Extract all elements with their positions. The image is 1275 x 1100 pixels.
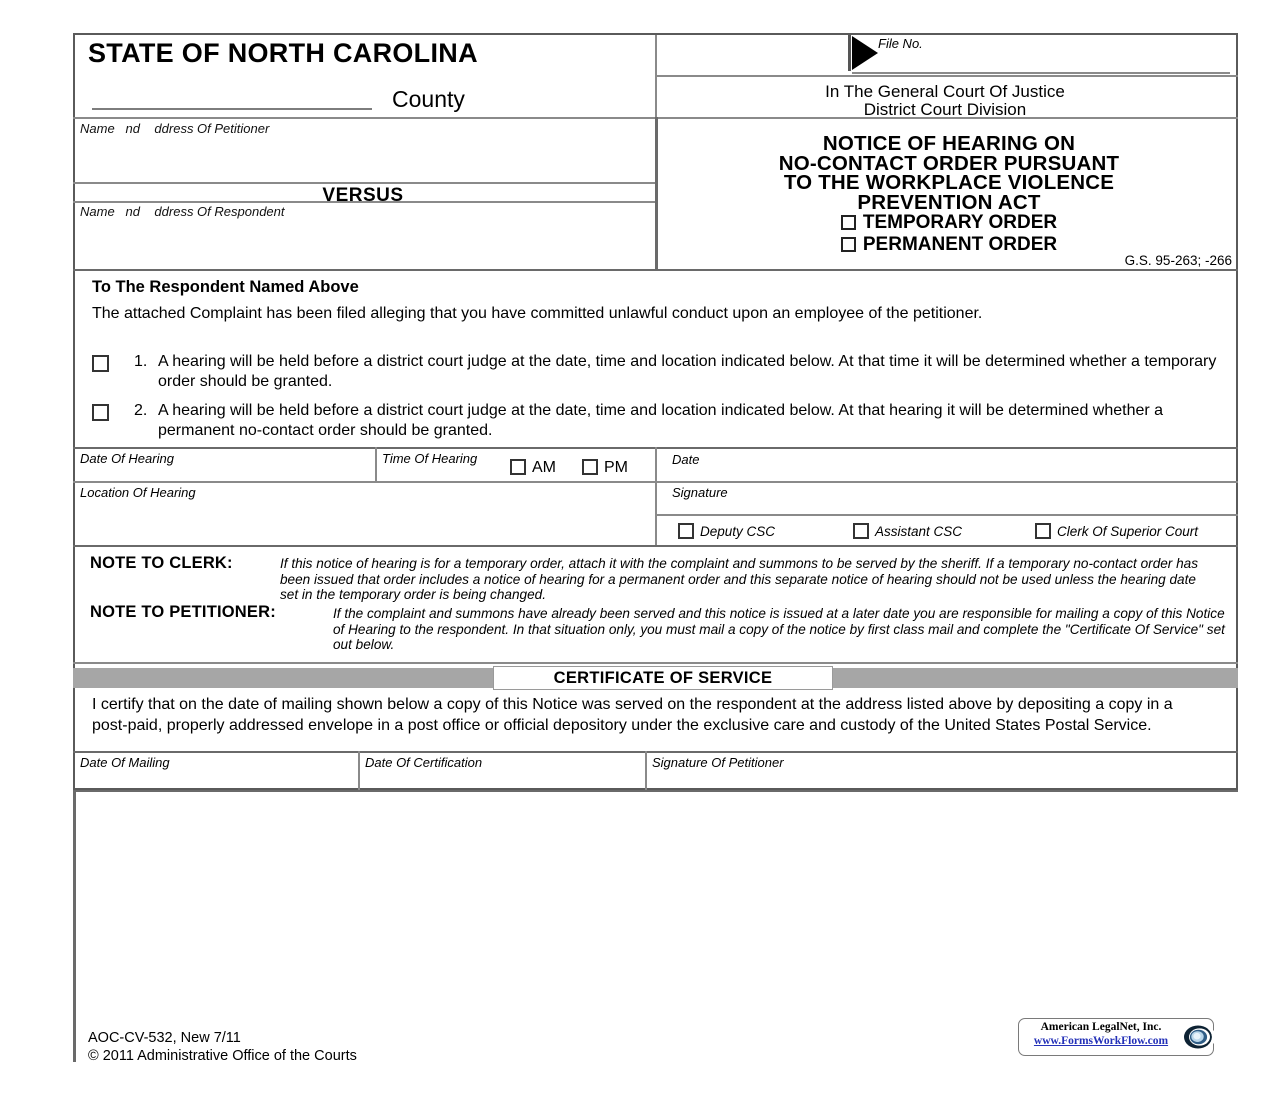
assistant-csc-checkbox-row[interactable]: [853, 523, 962, 539]
file-no-triangle-icon: [852, 36, 878, 70]
signature-label: Signature: [672, 485, 728, 500]
clerk-of-superior-court-label: Clerk Of Superior Court: [1057, 524, 1199, 539]
document-title-line-2: NO-CONTACT ORDER PURSUANT: [778, 151, 1120, 175]
versus-label: VERSUS: [322, 185, 404, 206]
party-title-split: [655, 117, 658, 269]
document-title-line-1: NOTICE OF HEARING ON: [822, 132, 1076, 155]
certificate-split-2: [645, 751, 647, 790]
permanent-order-label: PERMANENT ORDER: [862, 234, 1058, 255]
versus-top-rule: [73, 182, 655, 184]
copyright-notice: © 2011 Administrative Office of the Courts: [88, 1048, 357, 1064]
legalnet-url-link[interactable]: www.FormsWorkFlow.com: [1033, 1035, 1169, 1047]
county-label: County: [392, 86, 465, 112]
signature-input[interactable]: [662, 495, 1232, 512]
am-checkbox-row[interactable]: [510, 459, 556, 477]
permanent-order-checkbox[interactable]: [841, 237, 856, 252]
assistant-csc-label: Assistant CSC: [875, 524, 963, 539]
certificate-fields-bottom-rule: [73, 790, 1238, 792]
location-of-hearing-input[interactable]: [77, 497, 651, 542]
certificate-paragraph: I certify that on the date of mailing shown below a copy of this Notice was served on the respondent at the address listed above by depositing a copy in a post-paid, properly addressed envelope in a post office or official depository under the exclusive care and custody of the United States Postal Service.: [92, 696, 1173, 734]
pm-checkbox-row[interactable]: [582, 459, 628, 477]
note-to-clerk-body: If this notice of hearing is for a temporary order, attach it with the complaint and summons to be served by the sheriff. If a temporary no-contact order has been issued that order includes a notice of hearing for a permanent order and this separate notice of hearing should not be used unless the hearing date set in the temporary order is being changed.: [280, 556, 1199, 602]
date-of-certification-label: Date Of Certification: [365, 755, 483, 770]
assistant-csc-checkbox[interactable]: [853, 523, 869, 539]
note-to-petitioner-heading: NOTE TO PETITIONER:: [90, 603, 276, 621]
date-of-certification-input[interactable]: [362, 767, 641, 788]
court-division-divider: [655, 75, 1238, 77]
notice-option-2-text: A hearing will be held before a district court judge at the date, time and location indicated below. At that hearing it will be determined whether a permanent no-contact order should be granted.: [158, 402, 1164, 439]
temporary-order-checkbox-row[interactable]: [660, 212, 1238, 234]
notice-option-1-number: 1.: [134, 353, 148, 370]
footer-form-info: [88, 1029, 357, 1065]
deputy-csc-checkbox[interactable]: [678, 523, 694, 539]
legalnet-globe-icon: [1182, 1021, 1214, 1053]
statute-reference: G.S. 95-263; -266: [1124, 253, 1232, 268]
time-of-hearing-label: Time Of Hearing: [382, 451, 478, 466]
signature-row-divider: [655, 514, 1238, 516]
certificate-fields-top-rule: [73, 751, 1238, 753]
certificate-split-1: [358, 751, 360, 790]
respondent-field-label: Name nd ddress Of Respondent: [80, 204, 285, 219]
petitioner-field-label: Name nd ddress Of Petitioner: [80, 121, 270, 136]
notice-option-2-number: 2.: [134, 402, 148, 419]
page-title: STATE OF NORTH CAROLINA: [88, 38, 478, 68]
notice-option-2-checkbox[interactable]: [92, 404, 109, 421]
date-of-hearing-input[interactable]: [77, 458, 371, 479]
signature-of-petitioner-label: Signature Of Petitioner: [652, 755, 784, 770]
title-block-bottom-rule: [73, 269, 1238, 271]
certificate-banner-title: CERTIFICATE OF SERVICE: [553, 669, 773, 687]
file-no-pointer-bar: [848, 35, 851, 71]
notice-heading: To The Respondent Named Above: [92, 278, 359, 296]
date-input[interactable]: [662, 459, 1232, 479]
note-to-petitioner-body: If the complaint and summons have already been served and this notice is issued at a later date you are responsible for mailing a copy of this Notice of Hearing to the respondent. In that situation only, you must mail a copy of the notice by first class mail and complete the "Certificate Of Service" set out below.: [333, 606, 1225, 652]
note-to-clerk-heading: NOTE TO CLERK:: [90, 554, 233, 572]
deputy-csc-checkbox-row[interactable]: [678, 523, 775, 539]
legalnet-company-name: American LegalNet, Inc.: [1040, 1021, 1162, 1033]
left-margin-rule: [73, 790, 76, 1062]
form-id: AOC-CV-532, New 7/11: [88, 1030, 241, 1046]
notice-option-1-checkbox[interactable]: [92, 355, 109, 372]
court-name-line-1: In The General Court Of Justice: [825, 82, 1065, 101]
date-of-mailing-label: Date Of Mailing: [80, 755, 170, 770]
hearing-left-right-split: [655, 447, 657, 545]
notice-option-2[interactable]: [92, 401, 1217, 441]
notice-paragraph: The attached Complaint has been filed alleging that you have committed unlawful conduct upon an employee of the petitioner.: [92, 305, 983, 322]
signature-of-petitioner-input[interactable]: [649, 767, 1234, 788]
hearing-table-bottom-rule: [73, 545, 1238, 547]
deputy-csc-label: Deputy CSC: [700, 524, 776, 539]
date-of-mailing-input[interactable]: [77, 767, 354, 788]
document-title-line-4: PREVENTION ACT: [857, 190, 1041, 214]
pm-checkbox[interactable]: [582, 459, 598, 475]
notice-option-1[interactable]: [92, 352, 1217, 392]
am-label: AM: [532, 459, 556, 476]
court-name-line-2: District Court Division: [863, 100, 1027, 119]
file-no-label: File No.: [878, 36, 923, 51]
location-of-hearing-label: Location Of Hearing: [80, 485, 196, 500]
date-of-hearing-label: Date Of Hearing: [80, 451, 174, 466]
pm-label: PM: [604, 459, 628, 476]
am-checkbox[interactable]: [510, 459, 526, 475]
notice-option-1-text: A hearing will be held before a district court judge at the date, time and location indicated below. At that time it will be determined whether a temporary order should be granted.: [158, 353, 1217, 390]
document-title: [660, 134, 1238, 212]
hearing-date-time-split: [375, 447, 377, 481]
document-title-line-3: TO THE WORKPLACE VIOLENCE: [783, 171, 1115, 194]
county-input-rule[interactable]: [92, 108, 372, 110]
clerk-of-superior-court-checkbox[interactable]: [1035, 523, 1051, 539]
temporary-order-label: TEMPORARY ORDER: [862, 212, 1058, 233]
file-no-input[interactable]: [852, 72, 1230, 74]
clerk-of-superior-court-checkbox-row[interactable]: [1035, 523, 1198, 539]
date-label: Date: [672, 452, 700, 467]
temporary-order-checkbox[interactable]: [841, 215, 856, 230]
notes-bottom-rule: [73, 662, 1238, 664]
